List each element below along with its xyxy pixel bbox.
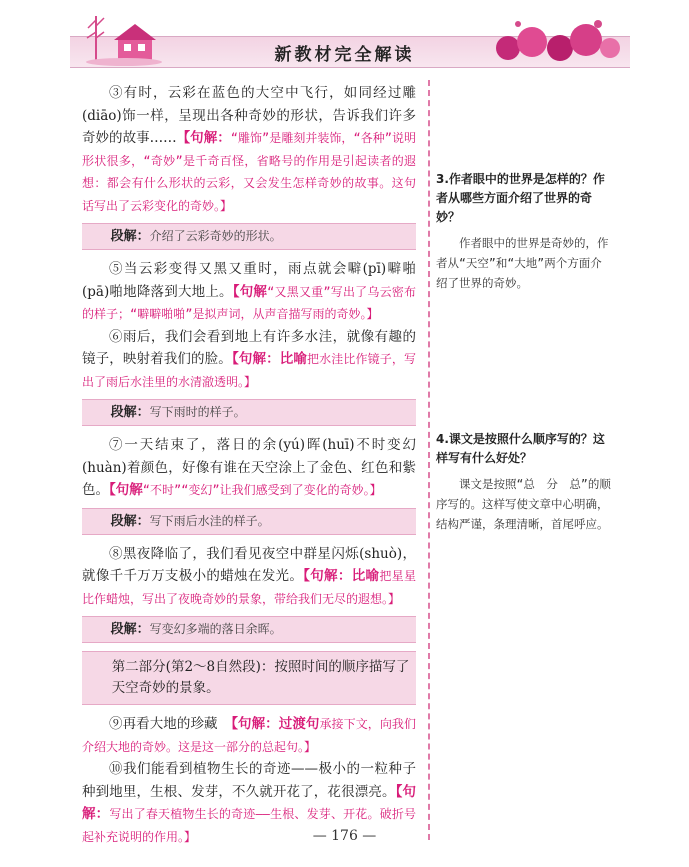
note-text: 把星星比作蜡烛，写出了夜晚奇妙的景象，带给我们无尽的遐想。】	[82, 569, 416, 606]
paragraph-text: ⑦一天结束了，落日的余(yú)晖(huī)不时变幻(huàn)着颜色，好像有谁在天空涂上了金色、红色和紫色。	[82, 437, 416, 498]
paragraph-3	[82, 82, 416, 217]
paragraph-text: ⑧黑夜降临了，我们看见夜空中群星闪烁(shuò)，就像千千万万支极小的蜡烛在发光。	[82, 545, 416, 584]
paragraph-text: ⑤当云彩变得又黑又重时，雨点就会噼(pī)噼啪(pā)啪地降落到大地上。	[82, 261, 416, 300]
paragraph-text: ⑩我们能看到植物生长的奇迹——极小的一粒种子种到地里，生根、发芽，不久就开花了，花很漂亮。	[82, 761, 416, 800]
summary-label: 段解：	[110, 405, 150, 420]
side-question-4	[436, 430, 612, 534]
summary-text: 写变幻多端的落日余晖。	[149, 622, 282, 636]
paragraph-9	[82, 713, 416, 758]
paragraph-6	[82, 326, 416, 394]
paragraph-text: ⑥雨后，我们会看到地上有许多水洼，就像有趣的镜子，映射着我们的脸。	[82, 328, 416, 367]
column-divider	[428, 80, 430, 840]
main-column	[82, 82, 416, 848]
note-text: 把水洼比作镜子，写出了雨后水洼里的水清澈透明。】	[82, 352, 417, 389]
section-summary	[82, 399, 416, 426]
note-label: 【句解：比喻	[231, 351, 307, 367]
section-summary	[82, 223, 416, 250]
note-label: 【句解	[109, 482, 143, 498]
page-header	[0, 0, 689, 78]
paragraph-7	[82, 434, 416, 502]
note-text: “雕饰”是雕刻并装饰，“各种”说明形状很多，“奇妙”是千奇百怪，省略号的作用是引起读者的遐想：都会有什么形状的云彩，又会发生怎样奇妙的故事。这句话写出了云彩变化的奇妙。】	[82, 131, 417, 213]
note-text: “不时”“变幻”让我们感受到了变化的奇妙。】	[142, 483, 382, 497]
summary-text: 写下雨后水洼的样子。	[149, 513, 270, 528]
part-summary: 第二部分(第2～8自然段)：按照时间的顺序描写了天空奇妙的景象。	[82, 651, 416, 705]
summary-label: 段解：	[110, 513, 150, 529]
note-label: 【句解：过渡句	[231, 716, 320, 732]
note-text: 承接下文，向我们介绍大地的奇妙。这是这一部分的总起句。】	[82, 717, 416, 754]
question-text: 4.课文是按照什么顺序写的？这样写有什么好处？	[436, 432, 605, 465]
side-question-3	[436, 170, 612, 293]
section-summary	[82, 616, 416, 643]
summary-text: 介绍了云彩奇妙的形状。	[149, 229, 282, 243]
answer-text: 作者眼中的世界是奇妙的，作者从“天空”和“大地”两个方面介绍了世界的奇妙。	[436, 236, 609, 290]
question-text: 3.作者眼中的世界是怎样的？作者从哪些方面介绍了世界的奇妙？	[436, 172, 605, 224]
paragraph-text: ⑨再看大地的珍藏	[109, 716, 218, 732]
paragraph-8	[82, 543, 416, 611]
note-label: 【句解：	[176, 130, 231, 146]
note-label: 【句解：比喻	[303, 568, 380, 584]
section-summary	[82, 508, 416, 535]
note-text: “又黑又重”写出了乌云密布的样子；“噼噼啪啪”是拟声词，从声音描写雨的奇妙。】	[82, 284, 416, 321]
note-label: 【句解：	[82, 783, 417, 822]
summary-text: 写下雨时的样子。	[149, 405, 246, 419]
summary-label: 段解：	[110, 622, 150, 637]
header-title: 新教材完全解读	[274, 45, 415, 65]
note-label: 【句解	[232, 283, 268, 300]
paragraph-text: ③有时，云彩在蓝色的大空中飞行，如同经过雕(diāo)饰一样，呈现出各种奇妙的形状，告诉我们许多奇妙的故事……	[82, 85, 416, 146]
note-text: 写出了春天植物生长的奇迹——生根、发芽、开花。破折号起补充说明的作用。】	[82, 807, 417, 844]
page-number: — 176 —	[312, 828, 377, 844]
answer-text: 课文是按照“总 分 总”的顺序写的。这样写使文章中心明确，结构严谨，条理清晰，首尾呼应。	[436, 477, 611, 531]
summary-label: 段解：	[110, 229, 150, 244]
paragraph-5	[82, 258, 416, 326]
